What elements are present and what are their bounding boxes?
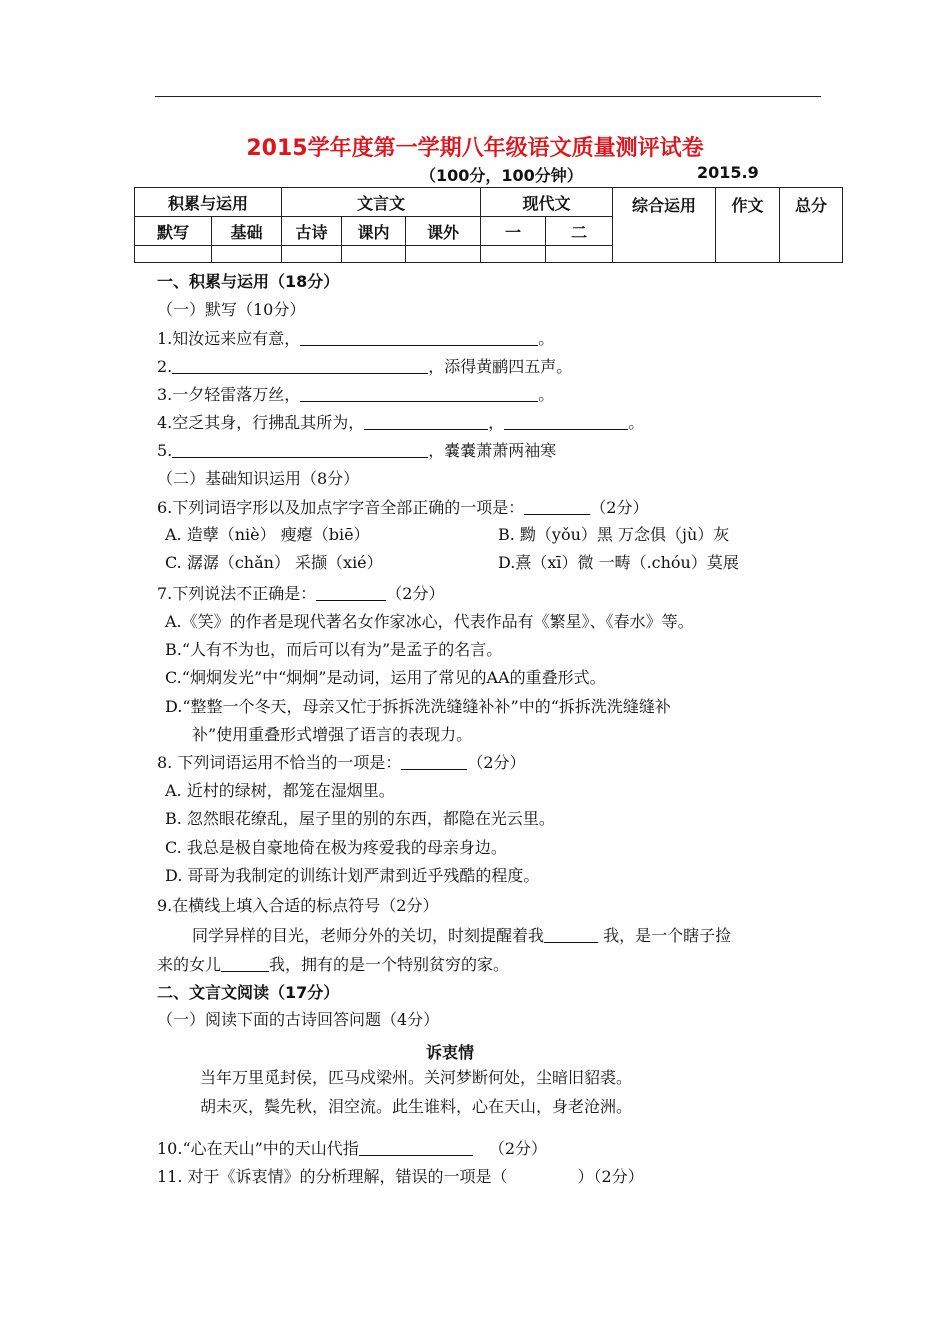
q7-option-b: B.“人有不为也，而后可以有为”是孟子的名言。 [165, 640, 503, 659]
q8-answer-blank[interactable] [401, 753, 467, 770]
score-sub-basic: 基础 [212, 217, 282, 246]
exam-title: 2015学年度第一学期八年级语文质量测评试卷 [246, 136, 704, 161]
score-head-classical: 文言文 [282, 188, 481, 217]
q7-option-c: C.“炯炯发光”中“炯炯”是动词，运用了常见的AA的重叠形式。 [165, 668, 606, 687]
q8-stem: 8. 下列词语运用不恰当的一项是： （2分） [157, 753, 526, 772]
header-rule [155, 96, 821, 97]
q9-blank-1[interactable] [544, 926, 598, 943]
poem-title: 诉衷情 [425, 1043, 474, 1062]
score-sub-one: 一 [481, 217, 546, 246]
q7-answer-blank[interactable] [316, 584, 386, 601]
poem-line1: 当年万里觅封侯，匹马戍梁州。关河梦断何处，尘暗旧貂裘。 [200, 1068, 633, 1087]
score-cell[interactable] [135, 246, 212, 263]
score-head-accumulation: 积累与运用 [135, 188, 282, 217]
q6-stem: 6.下列词语字形以及加点字字音全部正确的一项是： （2分） [157, 498, 649, 517]
score-head-modern: 现代文 [481, 188, 613, 217]
score-sub-poem: 古诗 [282, 217, 342, 246]
q7-stem: 7.下列说法不正确是： （2分） [157, 584, 445, 603]
score-sub-in-class: 课内 [342, 217, 406, 246]
score-sub-extra: 课外 [406, 217, 481, 246]
q8-option-c: C. 我总是极自豪地倚在极为疼爱我的母亲身边。 [165, 838, 507, 857]
score-sub-two: 二 [546, 217, 613, 246]
q5: 5. ，嚢嚢萧萧两袖寒 [157, 441, 557, 460]
score-sub-dictation: 默写 [135, 217, 212, 246]
q3: 3.一夕轻雷落万丝， 。 [157, 385, 555, 404]
q4-blank-1[interactable] [364, 413, 488, 430]
q4-blank-2[interactable] [504, 413, 628, 430]
q5-blank[interactable] [172, 441, 428, 458]
q10: 10.“心在天山”中的天山代指 （2分） [157, 1139, 547, 1158]
q8-option-b: B. 忽然眼花缭乱，屋子里的别的东西，都隐在光云里。 [165, 809, 555, 828]
section1-part1-heading: （一）默写（10分） [157, 300, 306, 319]
q3-blank[interactable] [300, 385, 538, 402]
q8-option-a: A. 近村的绿树，都笼在湿烟里。 [165, 781, 395, 800]
section1-part2-heading: （二）基础知识运用（8分） [157, 469, 360, 488]
q6-option-a: A. 造孽（niè） 瘦瘪（biē） [165, 525, 370, 544]
q6-option-b: B. 黝（yǒu）黑 万念俱（jù）灰 [498, 525, 730, 544]
score-head-comprehensive: 综合运用 [613, 188, 716, 263]
exam-date: 2015.9 [697, 163, 759, 182]
score-cell[interactable] [282, 246, 342, 263]
q6-answer-blank[interactable] [524, 498, 590, 515]
q8-option-d: D. 哥哥为我制定的训练计划严肃到近乎残酷的程度。 [165, 866, 540, 885]
score-table [134, 187, 843, 263]
q2-blank[interactable] [172, 357, 428, 374]
poem-line2: 胡未灭，鬓先秋，泪空流。此生谁料，心在天山，身老沧洲。 [200, 1097, 633, 1116]
q6-option-c: C. 潺潺（chǎn） 采撷（xié） [165, 553, 383, 572]
exam-subtitle: （100分，100分钟） [420, 166, 583, 185]
q11: 11. 对于《诉衷情》的分析理解，错误的一项是（ ）（2分） [157, 1167, 644, 1186]
q1: 1.知汝远来应有意， 。 [157, 329, 555, 348]
score-cell[interactable] [481, 246, 546, 263]
q10-blank[interactable] [359, 1139, 473, 1156]
q9-text-line2: 来的女儿 我，拥有的是一个特别贫穷的家。 [157, 955, 510, 974]
section2-heading: 二、文言文阅读（17分） [157, 983, 340, 1002]
section1-heading: 一、积累与运用（18分） [157, 272, 340, 291]
q4: 4.空乏其身，行拂乱其所为， ， 。 [157, 413, 645, 432]
q7-option-d-line1: D.“整整一个冬天，母亲又忙于拆拆洗洗缝缝补补”中的“拆拆洗洗缝缝补 [165, 697, 671, 716]
q7-option-d-line2: 补”使用重叠形式增强了语言的表现力。 [192, 725, 473, 744]
score-cell[interactable] [342, 246, 406, 263]
q2: 2. ，添得黄鹂四五声。 [157, 357, 573, 376]
score-cell[interactable] [406, 246, 481, 263]
q9-text-line1: 同学异样的目光，老师分外的关切，时刻提醒着我 我，是一个瞎子捡 [192, 926, 732, 945]
q1-blank[interactable] [300, 329, 538, 346]
q9-blank-2[interactable] [221, 955, 269, 972]
score-cell[interactable] [212, 246, 282, 263]
score-cell[interactable] [546, 246, 613, 263]
q9-stem: 9.在横线上填入合适的标点符号（2分） [157, 896, 439, 915]
score-head-essay: 作文 [716, 188, 780, 263]
score-head-total: 总分 [780, 188, 843, 263]
q7-option-a: A.《笑》的作者是现代著名女作家冰心，代表作品有《繁星》、《春水》等。 [165, 612, 694, 631]
section2-part1-heading: （一）阅读下面的古诗回答问题（4分） [157, 1010, 440, 1029]
q6-option-d: D.熹（xī）微 一畴（.chóu）莫展 [498, 553, 739, 572]
